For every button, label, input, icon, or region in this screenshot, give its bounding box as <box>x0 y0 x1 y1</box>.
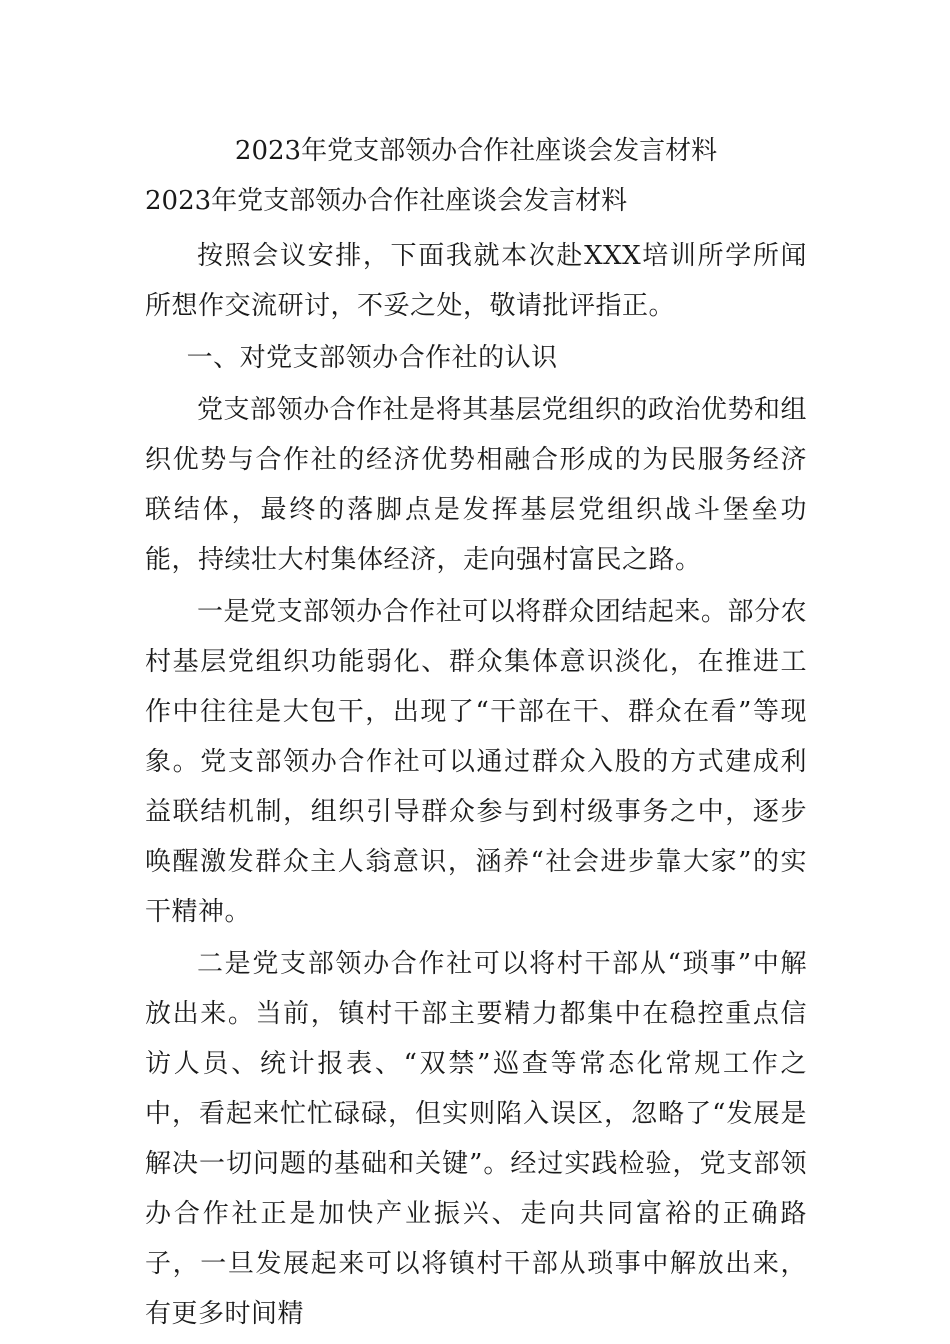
paragraph-point-one: 一是党支部领办合作社可以将群众团结起来。部分农村基层党组织功能弱化、群众集体意识淡化，在推进工作中往往是大包干，出现了“干部在干、群众在看”等现象。党支部领办合作社可以通过群众入股的方式建成利益联结机制，组织引导群众参与到村级事务之中，逐步唤醒激发群众主人翁意识，涵养“社会进步靠大家”的实干精神。 <box>145 597 807 927</box>
paragraph-understanding: 党支部领办合作社是将其基层党组织的政治优势和组织优势与合作社的经济优势相融合形成的为民服务经济联结体，最终的落脚点是发挥基层党组织战斗堡垒功能，持续壮大村集体经济，走向强村富民之路。 <box>145 395 807 575</box>
section-heading: 一、对党支部领办合作社的认识 <box>186 343 558 373</box>
paragraph-point-two: 二是党支部领办合作社可以将村干部从“琐事”中解放出来。当前，镇村干部主要精力都集中在稳控重点信访人员、统计报表、“双禁”巡查等常态化常规工作之中，看起来忙忙碌碌，但实则陷入误区，忽略了“发展是解决一切问题的基础和关键”。经过实践检验，党支部领办合作社正是加快产业振兴、走向共同富裕的正确路子，一旦发展起来可以将镇村干部从琐事中解放出来，有更多时间精 <box>145 949 807 1329</box>
document-title: 2023年党支部领办合作社座谈会发言材料 <box>234 136 718 166</box>
document-body <box>145 231 807 1341</box>
paragraph-intro: 按照会议安排，下面我就本次赴XXX培训所学所闻所想作交流研讨，不妥之处，敬请批评指正。 <box>145 241 807 321</box>
document-subtitle: 2023年党支部领办合作社座谈会发言材料 <box>145 186 628 216</box>
